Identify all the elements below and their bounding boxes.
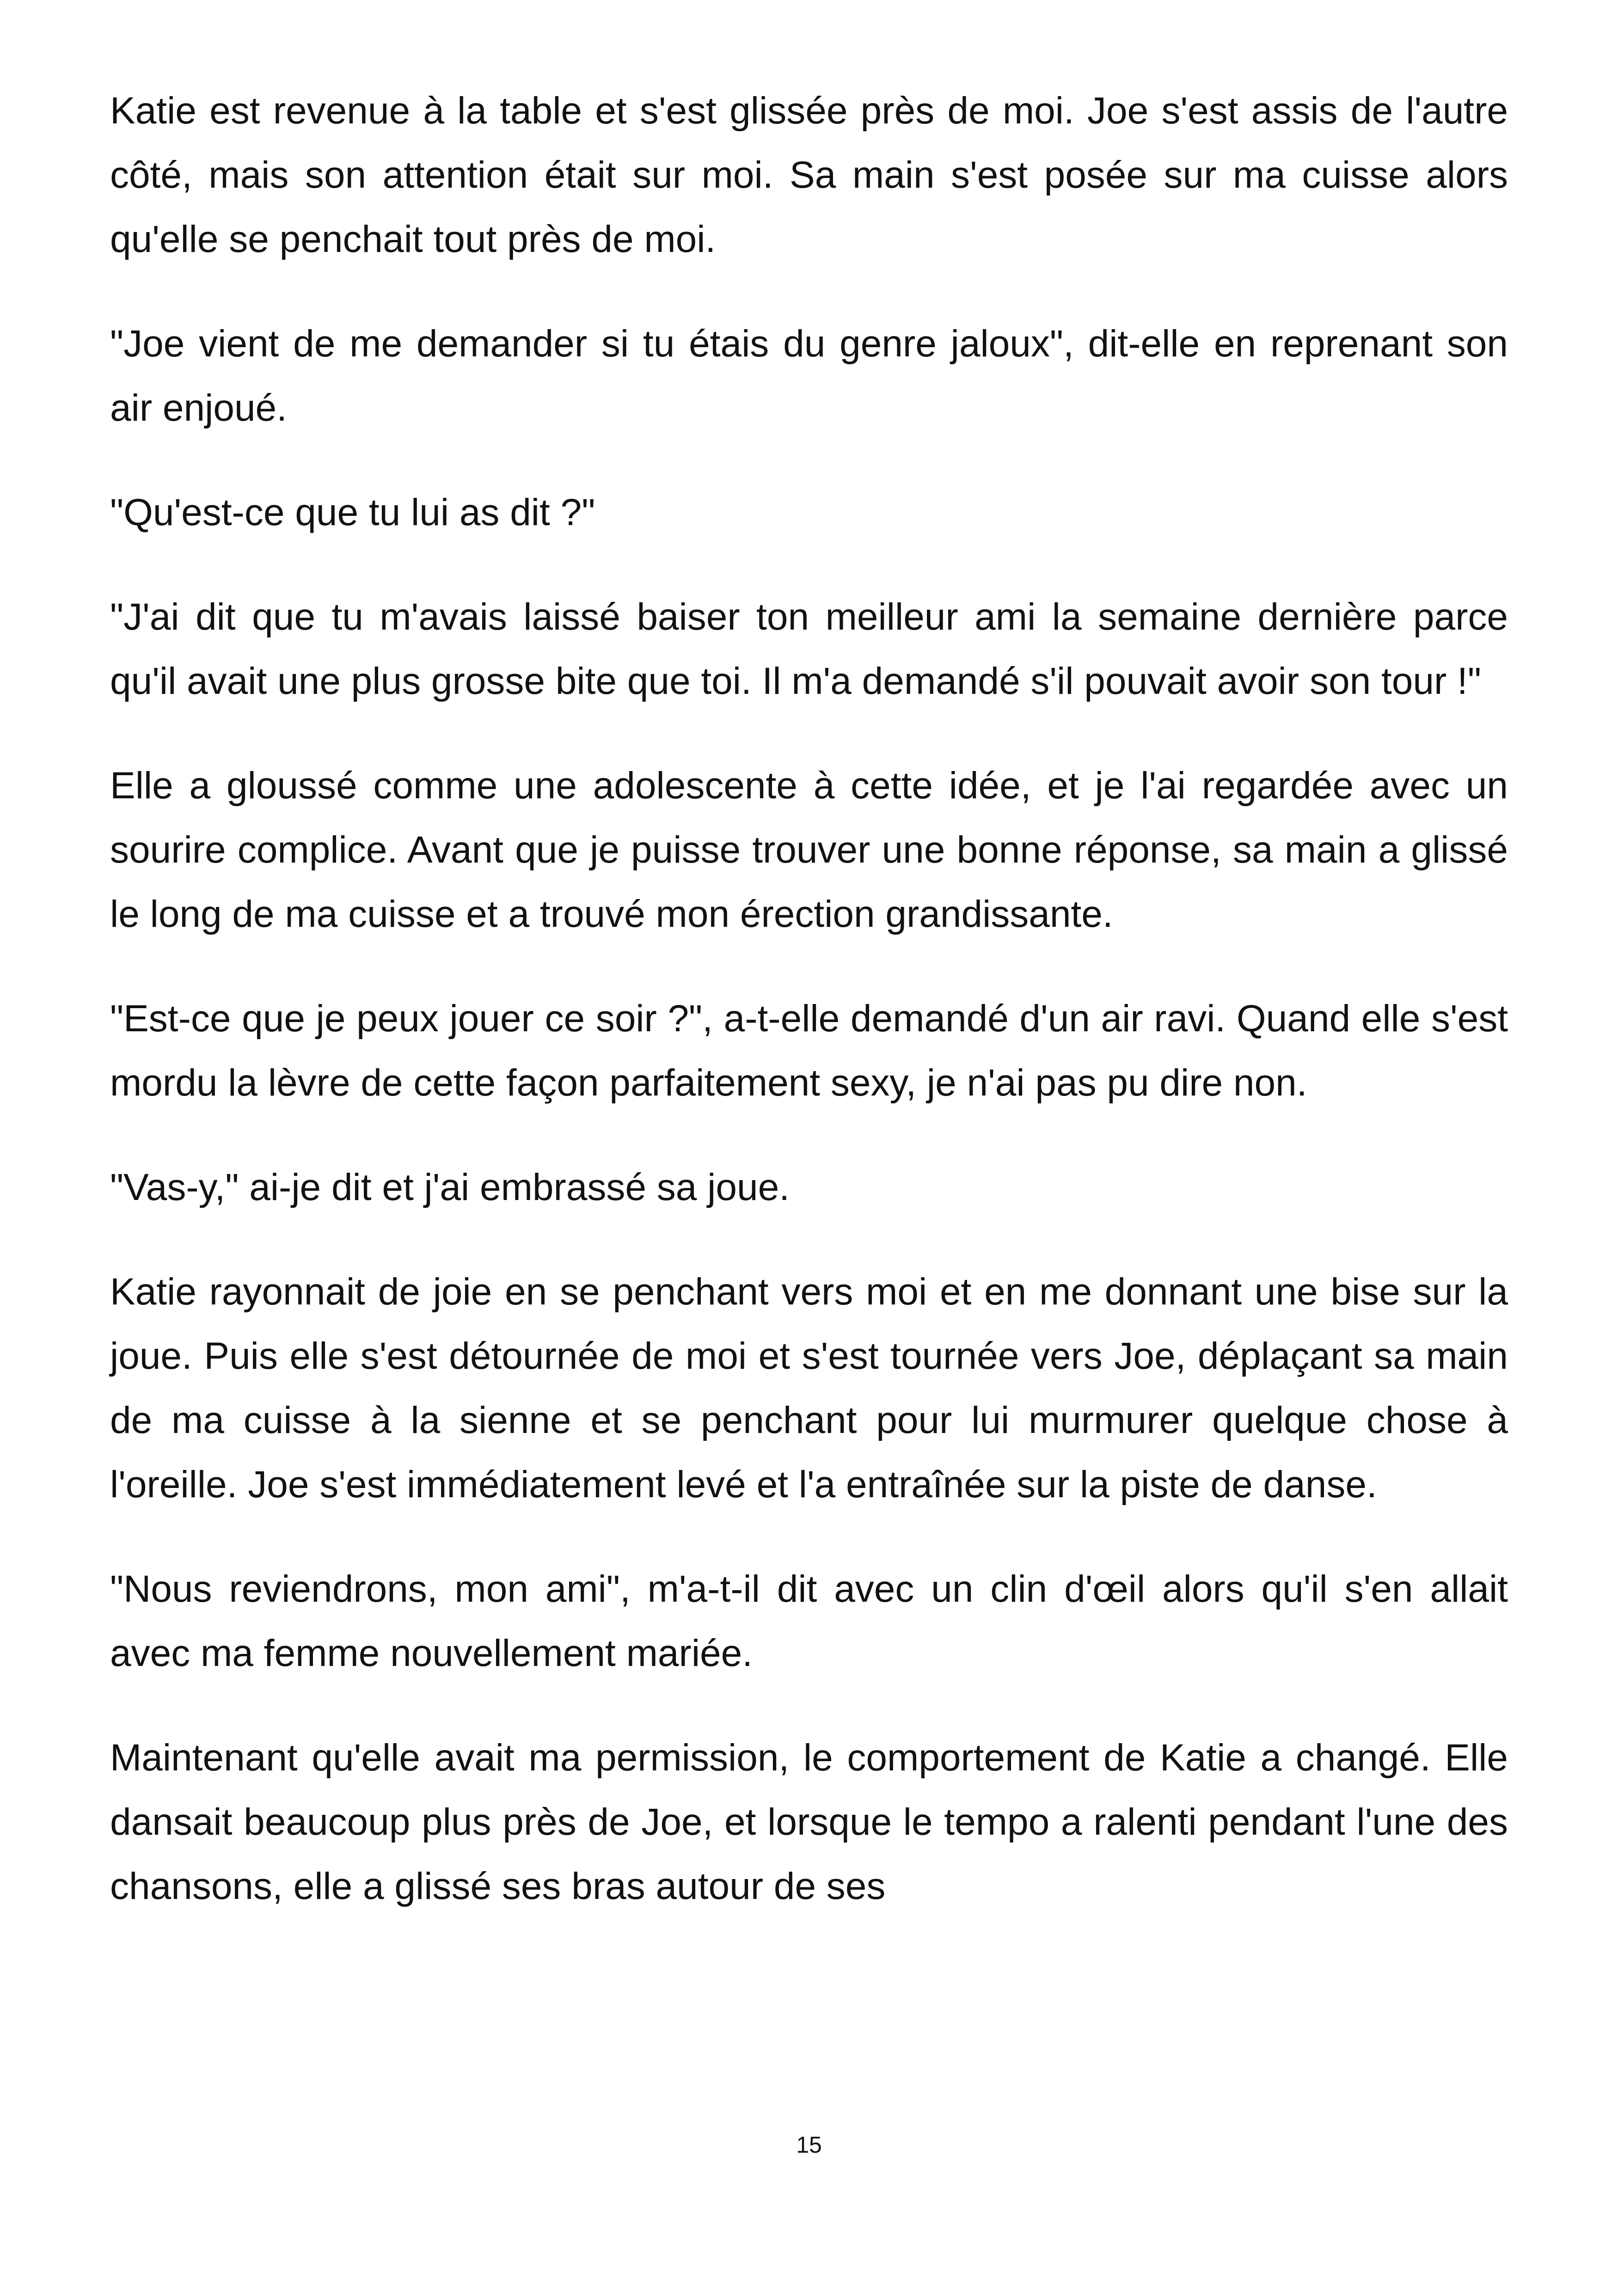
paragraph: "Nous reviendrons, mon ami", m'a-t-il dit avec un clin d'œil alors qu'il s'en allait avec ma femme nouvellement mariée.	[110, 1568, 1508, 1674]
paragraph: "Vas-y," ai-je dit et j'ai embrassé sa joue.	[110, 1166, 790, 1208]
paragraph: Elle a gloussé comme une adolescente à cette idée, et je l'ai regardée avec un sourire complice. Avant que je puisse trouver une bonne réponse, sa main a glissé le long de ma cuisse et a trouvé mon érection grandissante.	[110, 765, 1508, 935]
body-text	[110, 79, 1508, 1959]
paragraph: Katie est revenue à la table et s'est glissée près de moi. Joe s'est assis de l'autre côté, mais son attention était sur moi. Sa main s'est posée sur ma cuisse alors qu'elle se penchait tout près de moi.	[110, 90, 1508, 260]
paragraph: "Qu'est-ce que tu lui as dit ?"	[110, 491, 595, 533]
paragraph: "J'ai dit que tu m'avais laissé baiser ton meilleur ami la semaine dernière parce qu'il avait une plus grosse bite que toi. Il m'a demandé s'il pouvait avoir son tour !"	[110, 596, 1508, 702]
paragraph: "Joe vient de me demander si tu étais du genre jaloux", dit-elle en reprenant son air enjoué.	[110, 323, 1508, 429]
page-number: 15	[796, 2132, 822, 2158]
paragraph: Maintenant qu'elle avait ma permission, le comportement de Katie a changé. Elle dansait beaucoup plus près de Joe, et lorsque le tempo a ralenti pendant l'une des chansons, elle a glissé ses bras autour de ses	[110, 1737, 1508, 1907]
paragraph: "Est-ce que je peux jouer ce soir ?", a-t-elle demandé d'un air ravi. Quand elle s'est mordu la lèvre de cette façon parfaitement sexy, je n'ai pas pu dire non.	[110, 998, 1508, 1104]
paragraph: Katie rayonnait de joie en se penchant vers moi et en me donnant une bise sur la joue. Puis elle s'est détournée de moi et s'est tournée vers Joe, déplaçant sa main de ma cuisse à la sienne et se penchant pour lui murmurer quelque chose à l'oreille. Joe s'est immédiatement levé et l'a entraînée sur la piste de danse.	[110, 1271, 1508, 1506]
